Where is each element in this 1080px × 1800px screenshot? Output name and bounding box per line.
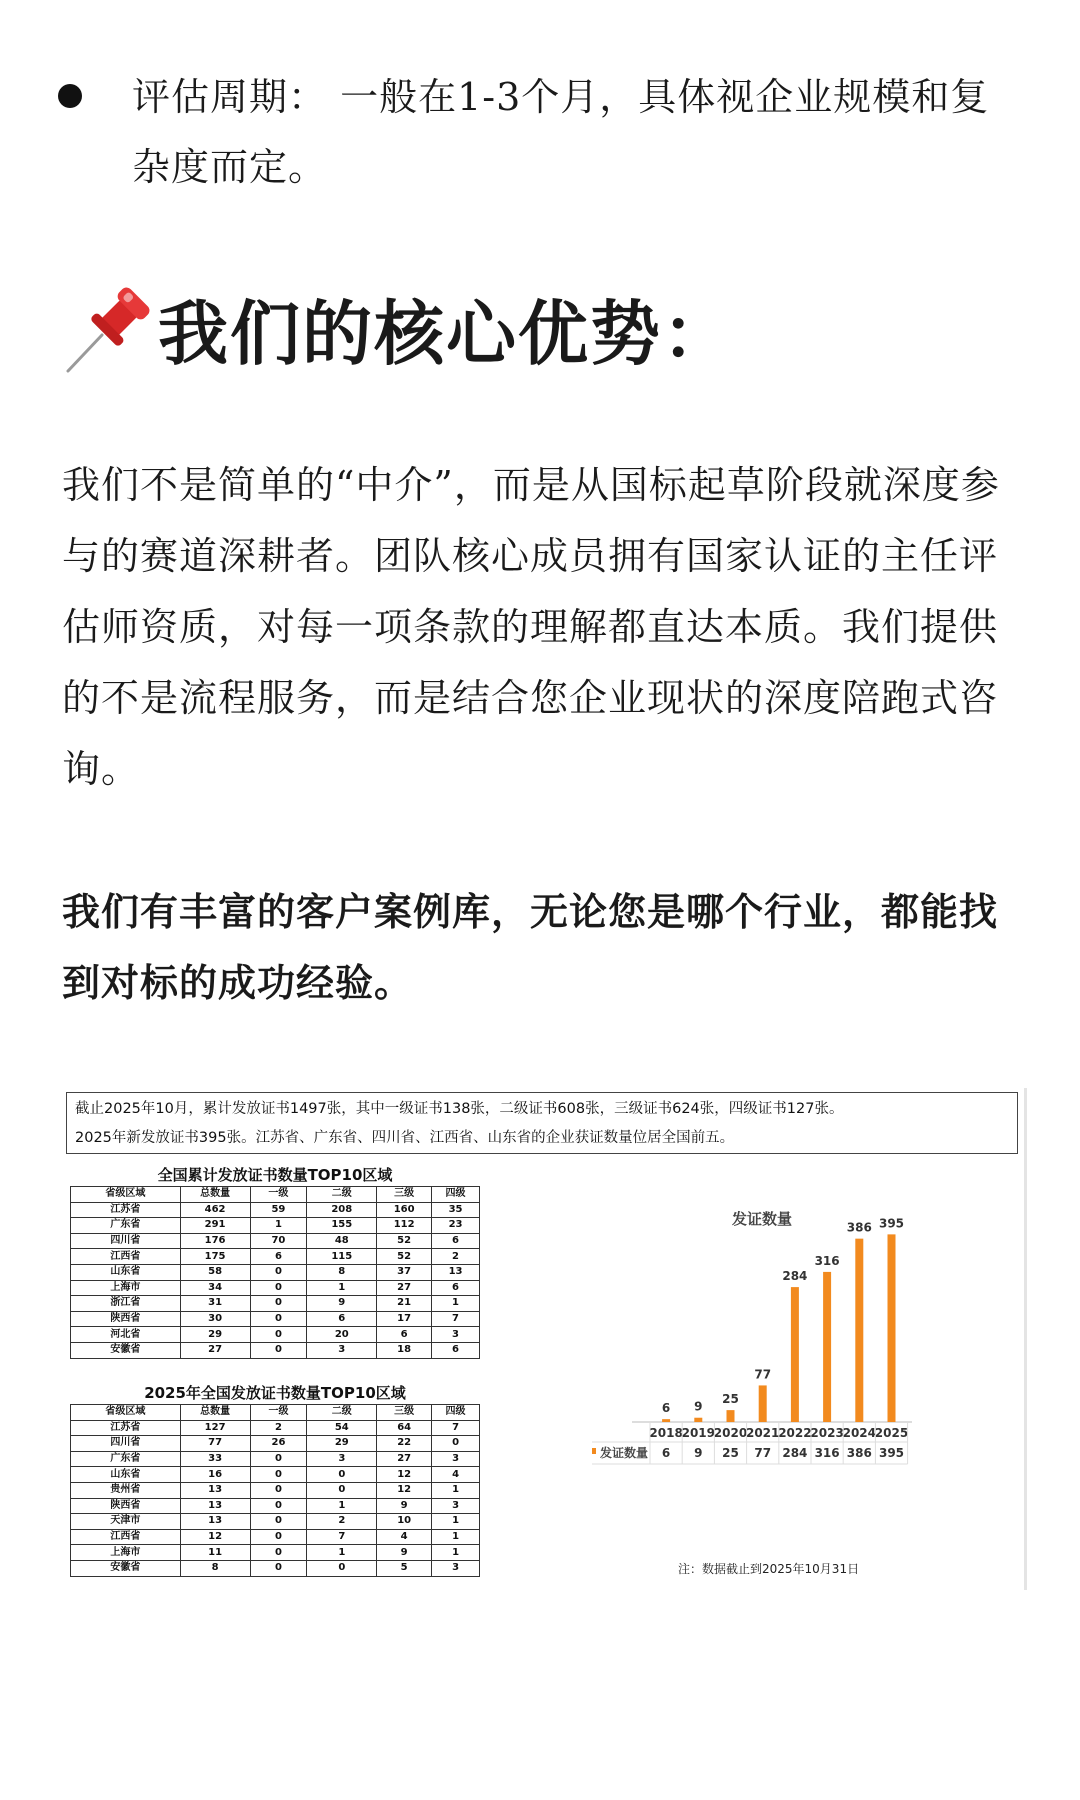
table-cell: 12 <box>180 1529 250 1545</box>
table2-title: 2025年全国发放证书数量TOP10区域 <box>144 1384 406 1402</box>
table-cell: 0 <box>307 1560 377 1576</box>
table-cell: 0 <box>307 1467 377 1483</box>
table-cell: 3 <box>307 1451 377 1467</box>
table-cell: 0 <box>250 1514 307 1530</box>
table-cell: 5 <box>377 1560 432 1576</box>
x-tick-label: 2021 <box>745 1426 780 1440</box>
pushpin-icon <box>62 281 154 377</box>
table-cell: 37 <box>377 1264 432 1280</box>
table-cell: 浙江省 <box>71 1296 181 1312</box>
table-cell: 291 <box>180 1218 250 1234</box>
table1-header-row <box>71 1187 480 1203</box>
table-cell: 58 <box>180 1264 250 1280</box>
table-cell: 陕西省 <box>71 1311 181 1327</box>
table-header-cell: 三级 <box>377 1187 432 1203</box>
table-cell: 6 <box>307 1311 377 1327</box>
table-header-cell: 一级 <box>250 1405 307 1421</box>
table1-title: 全国累计发放证书数量TOP10区域 <box>157 1166 393 1184</box>
table-cell: 115 <box>307 1249 377 1265</box>
table-cell: 20 <box>307 1327 377 1343</box>
table-row <box>71 1529 480 1545</box>
table-cell: 1 <box>307 1498 377 1514</box>
table-row <box>71 1451 480 1467</box>
table-cell: 11 <box>180 1545 250 1561</box>
table-cell: 1 <box>307 1545 377 1561</box>
annual-top10-table <box>70 1404 480 1577</box>
table-cell: 1 <box>432 1529 480 1545</box>
table-cell: 0 <box>250 1311 307 1327</box>
x-tick-label: 2022 <box>778 1426 812 1440</box>
table-cell: 4 <box>432 1467 480 1483</box>
table-cell: 33 <box>180 1451 250 1467</box>
bar <box>694 1418 702 1422</box>
table-row <box>71 1514 480 1530</box>
bar <box>727 1410 735 1422</box>
table-cell: 0 <box>250 1467 307 1483</box>
legend-value: 9 <box>694 1446 703 1460</box>
table-cell: 52 <box>377 1233 432 1249</box>
data-label: 77 <box>754 1367 772 1382</box>
table-cell: 7 <box>432 1311 480 1327</box>
table-cell: 6 <box>432 1280 480 1296</box>
summary-line-2: 2025年新发放证书395张。江苏省、广东省、四川省、江西省、山东省的企业获证数量位居全国前五。 <box>75 1130 735 1146</box>
table-cell: 30 <box>180 1311 250 1327</box>
table-header-cell: 四级 <box>432 1405 480 1421</box>
bar <box>823 1272 831 1422</box>
table-cell: 6 <box>250 1249 307 1265</box>
legend-value: 395 <box>878 1446 905 1460</box>
table-row <box>71 1342 480 1358</box>
table-row <box>71 1436 480 1452</box>
table-cell: 1 <box>432 1514 480 1530</box>
table-cell: 江西省 <box>71 1529 181 1545</box>
data-note: 注：数据截止到2025年10月31日 <box>678 1562 860 1576</box>
table-cell: 贵州省 <box>71 1482 181 1498</box>
table-cell: 160 <box>377 1202 432 1218</box>
table-cell: 1 <box>432 1296 480 1312</box>
table-header-cell: 一级 <box>250 1187 307 1203</box>
table-cell: 13 <box>180 1482 250 1498</box>
case-library-paragraph: 我们有丰富的客户案例库，无论您是哪个行业，都能找到对标的成功经验。 <box>62 889 999 1005</box>
cumulative-top10-table <box>70 1186 480 1359</box>
table-cell: 0 <box>432 1436 480 1452</box>
table-row <box>71 1218 480 1234</box>
certificates-bar-chart <box>592 1198 1002 1518</box>
table-cell: 48 <box>307 1233 377 1249</box>
table-cell: 0 <box>250 1560 307 1576</box>
table-cell: 6 <box>432 1342 480 1358</box>
table-cell: 13 <box>432 1264 480 1280</box>
table-cell: 陕西省 <box>71 1498 181 1514</box>
table-header-cell: 二级 <box>307 1405 377 1421</box>
table-cell: 9 <box>307 1296 377 1312</box>
legend-value: 316 <box>814 1446 840 1460</box>
table-cell: 17 <box>377 1311 432 1327</box>
table-cell: 23 <box>432 1218 480 1234</box>
bar <box>855 1239 863 1422</box>
x-tick-label: 2019 <box>681 1426 716 1440</box>
table-cell: 6 <box>432 1233 480 1249</box>
table-header-cell: 四级 <box>432 1187 480 1203</box>
table-cell: 29 <box>307 1436 377 1452</box>
table-cell: 26 <box>250 1436 307 1452</box>
chart-title: 发证数量 <box>731 1210 793 1228</box>
table-cell: 462 <box>180 1202 250 1218</box>
table-cell: 77 <box>180 1436 250 1452</box>
table-cell: 9 <box>377 1545 432 1561</box>
table-row <box>71 1296 480 1312</box>
table-cell: 四川省 <box>71 1233 181 1249</box>
table-cell: 3 <box>432 1560 480 1576</box>
table-cell: 0 <box>250 1545 307 1561</box>
table-cell: 9 <box>377 1498 432 1514</box>
legend-value: 25 <box>722 1446 739 1460</box>
table-cell: 2 <box>307 1514 377 1530</box>
table-cell: 3 <box>432 1327 480 1343</box>
table-cell: 175 <box>180 1249 250 1265</box>
table-cell: 27 <box>377 1280 432 1296</box>
summary-box <box>66 1092 1018 1154</box>
certificate-infographic <box>62 1088 1027 1590</box>
data-label: 386 <box>846 1220 872 1235</box>
table-cell: 0 <box>250 1498 307 1514</box>
table-cell: 广东省 <box>71 1451 181 1467</box>
bullet-dot-icon <box>58 84 82 108</box>
table-cell: 8 <box>180 1560 250 1576</box>
table-cell: 29 <box>180 1327 250 1343</box>
table-header-cell: 总数量 <box>180 1405 250 1421</box>
heading-text: 我们的核心优势： <box>158 293 734 375</box>
bar <box>888 1234 896 1422</box>
table-cell: 天津市 <box>71 1514 181 1530</box>
legend-value: 77 <box>754 1446 772 1460</box>
bullet-text: 评估周期： 一般在1-3个月，具体视企业规模和复杂度而定。 <box>132 75 990 189</box>
table-row <box>71 1264 480 1280</box>
intro-paragraph: 我们不是简单的“中介”，而是从国标起草阶段就深度参与的赛道深耕者。团队核心成员拥有国家认证的主任评估师资质，对每一项条款的理解都直达本质。我们提供的不是流程服务，而是结合您企业现状的深度陪跑式咨询。 <box>62 463 1000 791</box>
table-header-cell: 省级区域 <box>71 1405 181 1421</box>
table-row <box>71 1249 480 1265</box>
table-cell: 3 <box>432 1498 480 1514</box>
table-cell: 1 <box>432 1545 480 1561</box>
bar <box>759 1385 767 1422</box>
table-cell: 13 <box>180 1498 250 1514</box>
data-label: 316 <box>814 1253 840 1268</box>
table-cell: 31 <box>180 1296 250 1312</box>
table-cell: 四川省 <box>71 1436 181 1452</box>
table-cell: 208 <box>307 1202 377 1218</box>
table-row <box>71 1420 480 1436</box>
table-cell: 4 <box>377 1529 432 1545</box>
legend-swatch <box>592 1448 596 1454</box>
table-cell: 3 <box>307 1342 377 1358</box>
table-header-cell: 二级 <box>307 1187 377 1203</box>
table-cell: 22 <box>377 1436 432 1452</box>
table-header-cell: 总数量 <box>180 1187 250 1203</box>
table-cell: 7 <box>432 1420 480 1436</box>
table-row <box>71 1482 480 1498</box>
table-cell: 山东省 <box>71 1467 181 1483</box>
table-header-cell: 省级区域 <box>71 1187 181 1203</box>
data-label: 284 <box>782 1269 808 1284</box>
x-tick-label: 2024 <box>842 1426 877 1440</box>
table-cell: 34 <box>180 1280 250 1296</box>
table-cell: 8 <box>307 1264 377 1280</box>
x-tick-label: 2023 <box>810 1426 844 1440</box>
table-row <box>71 1233 480 1249</box>
table-cell: 0 <box>250 1342 307 1358</box>
table-cell: 0 <box>250 1264 307 1280</box>
summary-line-1: 截止2025年10月，累计发放证书1497张，其中一级证书138张，二级证书608张，三级证书624张，四级证书127张。 <box>75 1101 844 1117</box>
table-row <box>71 1280 480 1296</box>
table-cell: 上海市 <box>71 1280 181 1296</box>
legend-value: 6 <box>661 1446 671 1460</box>
data-label: 25 <box>722 1392 739 1407</box>
table-cell: 0 <box>250 1482 307 1498</box>
table-row <box>71 1327 480 1343</box>
table-row <box>71 1311 480 1327</box>
table-cell: 59 <box>250 1202 307 1218</box>
x-tick-label: 2025 <box>874 1426 909 1440</box>
section-heading <box>62 278 734 379</box>
table-row <box>71 1467 480 1483</box>
table-cell: 2 <box>432 1249 480 1265</box>
table-cell: 0 <box>250 1529 307 1545</box>
data-label: 395 <box>878 1216 905 1231</box>
table-cell: 52 <box>377 1249 432 1265</box>
bar <box>791 1287 799 1422</box>
x-tick-label: 2020 <box>713 1426 748 1440</box>
table-row <box>71 1202 480 1218</box>
table-cell: 江苏省 <box>71 1420 181 1436</box>
table-cell: 127 <box>180 1420 250 1436</box>
legend-value: 284 <box>782 1446 808 1460</box>
table-cell: 1 <box>307 1280 377 1296</box>
table-cell: 16 <box>180 1467 250 1483</box>
table-cell: 安徽省 <box>71 1342 181 1358</box>
table-row <box>71 1545 480 1561</box>
table-cell: 2 <box>250 1420 307 1436</box>
table-cell: 35 <box>432 1202 480 1218</box>
table-cell: 广东省 <box>71 1218 181 1234</box>
table-cell: 安徽省 <box>71 1560 181 1576</box>
table-cell: 0 <box>250 1296 307 1312</box>
table-cell: 10 <box>377 1514 432 1530</box>
table-cell: 7 <box>307 1529 377 1545</box>
table-cell: 1 <box>432 1482 480 1498</box>
table-cell: 1 <box>250 1218 307 1234</box>
table-cell: 112 <box>377 1218 432 1234</box>
table-cell: 176 <box>180 1233 250 1249</box>
table-cell: 27 <box>180 1342 250 1358</box>
legend-value: 386 <box>846 1446 872 1460</box>
bullet-item <box>58 62 1028 202</box>
table-cell: 155 <box>307 1218 377 1234</box>
table-cell: 山东省 <box>71 1264 181 1280</box>
table-cell: 6 <box>377 1327 432 1343</box>
table-cell: 64 <box>377 1420 432 1436</box>
table-cell: 21 <box>377 1296 432 1312</box>
table-cell: 70 <box>250 1233 307 1249</box>
table-cell: 3 <box>432 1451 480 1467</box>
data-label: 9 <box>694 1399 703 1414</box>
table-cell: 18 <box>377 1342 432 1358</box>
table-row <box>71 1560 480 1576</box>
table-cell: 12 <box>377 1467 432 1483</box>
table-cell: 河北省 <box>71 1327 181 1343</box>
table-cell: 12 <box>377 1482 432 1498</box>
table-cell: 13 <box>180 1514 250 1530</box>
table-header-cell: 三级 <box>377 1405 432 1421</box>
legend-series-name: 发证数量 <box>600 1446 649 1460</box>
table-cell: 0 <box>250 1280 307 1296</box>
table2-header-row <box>71 1405 480 1421</box>
data-label: 6 <box>661 1401 671 1416</box>
bar <box>662 1419 670 1422</box>
table-cell: 上海市 <box>71 1545 181 1561</box>
table-cell: 0 <box>307 1482 377 1498</box>
table-row <box>71 1498 480 1514</box>
table-cell: 江西省 <box>71 1249 181 1265</box>
x-tick-label: 2018 <box>649 1426 683 1440</box>
table-cell: 江苏省 <box>71 1202 181 1218</box>
table-cell: 0 <box>250 1451 307 1467</box>
table-cell: 0 <box>250 1327 307 1343</box>
table-cell: 54 <box>307 1420 377 1436</box>
table-cell: 27 <box>377 1451 432 1467</box>
